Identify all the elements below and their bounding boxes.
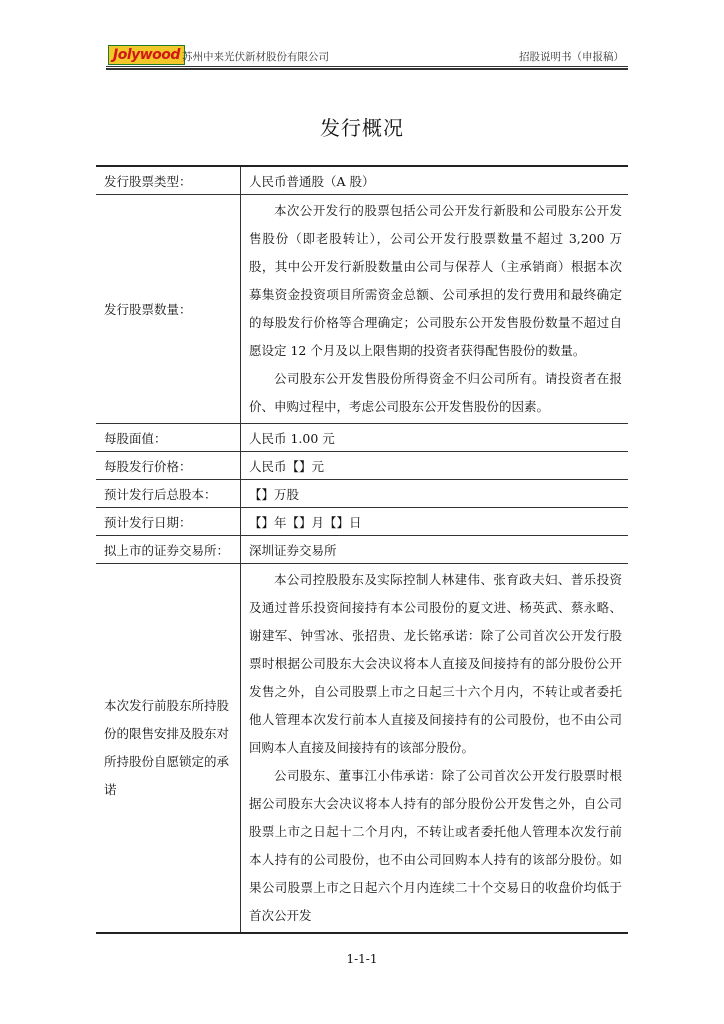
- row-label: 发行股票数量：: [96, 195, 241, 424]
- row-value: 人民币 1.00 元: [241, 424, 629, 452]
- row-label: 每股发行价格：: [96, 452, 241, 480]
- row-value: 深圳证券交易所: [241, 536, 629, 564]
- page-header: [106, 44, 628, 66]
- row-value: [241, 195, 629, 424]
- row-label: 每股面值：: [96, 424, 241, 452]
- table-row: [96, 195, 628, 424]
- row-label: 拟上市的证券交易所：: [96, 536, 241, 564]
- offering-overview-table: [96, 165, 628, 934]
- table-row: [96, 536, 628, 564]
- table-row: [96, 452, 628, 480]
- table-row: [96, 166, 628, 195]
- row-value: 【】万股: [241, 480, 629, 508]
- row-label: 预计发行后总股本：: [96, 480, 241, 508]
- table-row: [96, 480, 628, 508]
- paragraph: 本次公开发行的股票包括公司公开发行新股和公司股东公开发售股份（即老股转让），公司公开发行股票数量不超过 3,200 万股，其中公开发行新股数量由公司与保荐人（主承销商）根据本次募集资金投资项目所需资金总额、公司承担的发行费用和最终确定的每股发行价格等合理确定；公司股东公开发售股份数量不超过自愿设定 12 个月及以上限售期的投资者获得配售股份的数量。: [249, 203, 622, 358]
- row-label: 预计发行日期：: [96, 508, 241, 536]
- document-type: 招股说明书（申报稿）: [519, 51, 624, 63]
- paragraph: 本公司控股股东及实际控制人林建伟、张育政夫妇、普乐投资及通过普乐投资间接持有本公司股份的夏文进、杨英武、蔡永略、谢建军、钟雪冰、张招贵、龙长铭承诺：除了公司首次公开发行股票时根据公司股东大会决议将本人直接及间接持有的部分股份公开发售之外，自公司股票上市之日起三十六个月内，不转让或者委托他人管理本次发行前本人直接及间接持有的公司股份，也不由公司回购本人直接及间接持有的该部分股份。: [249, 572, 622, 755]
- row-value: 【】年【】月【】日: [241, 508, 629, 536]
- company-name: 苏州中来光伏新材股份有限公司: [182, 51, 329, 63]
- table-row: [96, 424, 628, 452]
- header-divider: [106, 66, 628, 67]
- company-logo: Jolywood: [108, 45, 185, 65]
- page-title: 发行概况: [320, 116, 404, 140]
- page-number: 1-1-1: [346, 952, 378, 966]
- table-row: [96, 564, 628, 934]
- row-label: 发行股票类型：: [96, 166, 241, 195]
- header-divider-thick: [106, 68, 628, 70]
- paragraph: 公司股东公开发售股份所得资金不归公司所有。请投资者在报价、申购过程中，考虑公司股东公开发售股份的因素。: [249, 371, 622, 414]
- row-value: [241, 564, 629, 934]
- row-label: 本次发行前股东所持股份的限售安排及股东对所持股份自愿锁定的承诺: [96, 564, 241, 934]
- row-value: 人民币【】元: [241, 452, 629, 480]
- row-value: 人民币普通股（A 股）: [241, 166, 629, 195]
- table-row: [96, 508, 628, 536]
- paragraph: 公司股东、董事江小伟承诺：除了公司首次公开发行股票时根据公司股东大会决议将本人持有的部分股份公开发售之外，自公司股票上市之日起十二个月内，不转让或者委托他人管理本次发行前本人持有的公司股份，也不由公司回购本人持有的该部分股份。如果公司股票上市之日起六个月内连续二十个交易日的收盘价均低于首次公开发: [249, 768, 622, 923]
